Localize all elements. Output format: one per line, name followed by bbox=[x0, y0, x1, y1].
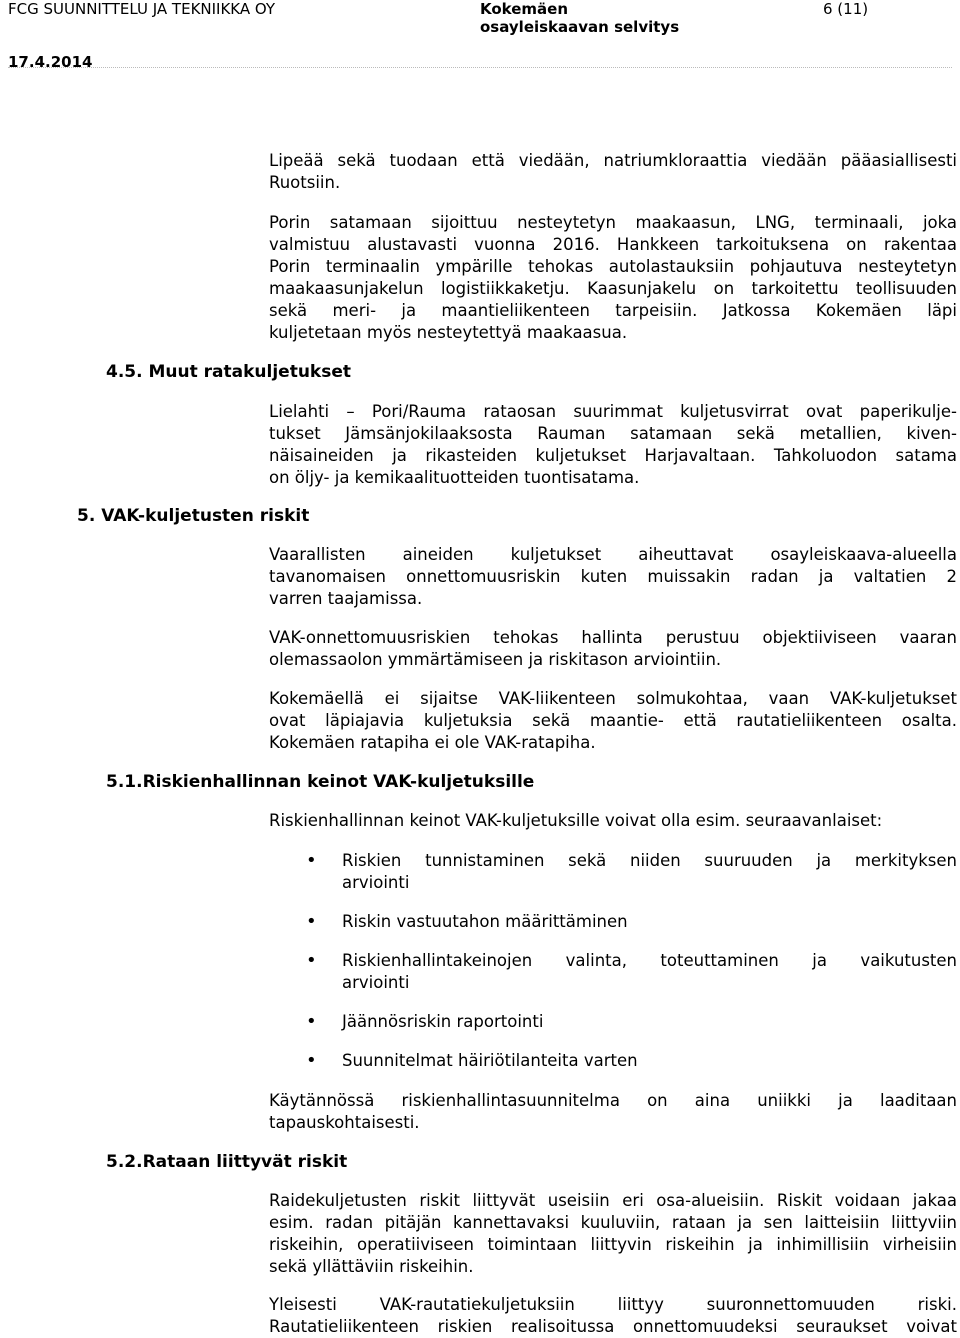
header-company: FCG SUUNNITTELU JA TEKNIIKKA OY bbox=[8, 0, 276, 18]
bullet-marker: • bbox=[306, 850, 317, 871]
bullet-marker: • bbox=[306, 950, 317, 971]
heading-5: 5. VAK-kuljetusten riskit bbox=[77, 506, 310, 526]
list-item: Riskin vastuutahon määrittäminen bbox=[342, 912, 628, 931]
header-page-number: 6 (11) bbox=[823, 0, 869, 18]
header-document-title: Kokemäen osayleiskaavan selvitys bbox=[480, 0, 680, 36]
header-date: 17.4.2014 bbox=[8, 53, 93, 71]
paragraph-vak-onnettomuus: VAK-onnettomuusriskien tehokas hallinta perustuu objektiiviseen vaaran olemassaolon ymmärtämiseen ja riskitason arviointiin. bbox=[269, 628, 957, 669]
paragraph-yleisesti: Yleisesti VAK-rautatiekuljetuksiin liittyy suuronnettomuuden riski. Rautatieliikenteen riskien realisoitussa onnettomuudeksi seuraukset voivat bbox=[269, 1295, 957, 1336]
bullet-marker: • bbox=[306, 1011, 317, 1032]
list-item: Jäännösriskin raportointi bbox=[342, 1012, 544, 1031]
paragraph-kaytannossa: Käytännössä riskienhallintasuunnitelma on aina uniikki ja laaditaan tapauskohtaisesti. bbox=[269, 1091, 957, 1132]
paragraph-kokemaella: Kokemäellä ei sijaitse VAK-liikenteen solmukohtaa, vaan VAK-kuljetukset ovat läpiajavia kuljetuksia sekä maantie- että rautatieliikenteen osalta. Kokemäen ratapiha ei ole VAK-ratapiha. bbox=[269, 689, 957, 752]
paragraph-lielahti: Lielahti – Pori/Rauma rataosan suurimmat kuljetusvirrat ovat paperikulje- tukset Jämsänjokilaaksosta Rauman satamaan sekä metallien, kiven- näisaineiden ja rikasteiden kuljetukset Harjavaltaan. Tahkoluodon satama on öljy- ja kemikaalituotteiden tuontisatama. bbox=[269, 402, 957, 487]
heading-5-1: 5.1.Riskienhallinnan keinot VAK-kuljetuksille bbox=[106, 772, 535, 792]
paragraph-raidekuljetukset: Raidekuljetusten riskit liittyvät useisiin eri osa-alueisiin. Riskit voidaan jakaa esim. radan pitäjän kannettavaksi kuuluviin, rataan ja sen laitteisiin liittyviin riskeihin, operatiiviseen toimintaan liittyvin riskeihin ja inhimillisiin virheisiin sekä yllättäviin riskeihin. bbox=[269, 1191, 957, 1276]
header-divider bbox=[8, 67, 952, 68]
paragraph-keinot-intro: Riskienhallinnan keinot VAK-kuljetuksille voivat olla esim. seuraavanlaiset: bbox=[269, 811, 883, 830]
bullet-marker: • bbox=[306, 911, 317, 932]
paragraph-lipea: Lipeää sekä tuodaan että viedään, natriumkloraattia viedään pääasiallisesti Ruotsiin. bbox=[269, 151, 957, 192]
paragraph-lng-terminal: Porin satamaan sijoittuu nesteytetyn maakaasun, LNG, terminaali, joka valmistuu alustavasti vuonna 2016. Hankkeen tarkoituksena on rakentaa Porin terminaalin ympärille tehokas autolastauksiin pohjautuva nesteytetyn maakaasunjakelun logistiikkaketju. Kaasunjakelu on tarkoitettu teollisuuden sekä meri- ja maantieliikenteen tarpeisiin. Jatkossa Kokemäen läpi kuljetetaan myös nesteytettyä maakaasua. bbox=[269, 213, 957, 342]
list-item: Riskien tunnistaminen sekä niiden suuruuden ja merkityksen arviointi bbox=[342, 851, 957, 892]
heading-5-2: 5.2.Rataan liittyvät riskit bbox=[106, 1152, 348, 1172]
list-item: Suunnitelmat häiriötilanteita varten bbox=[342, 1051, 638, 1070]
heading-4-5: 4.5. Muut ratakuljetukset bbox=[106, 362, 352, 382]
list-item: Riskienhallintakeinojen valinta, toteuttaminen ja vaikutusten arviointi bbox=[342, 951, 957, 992]
bullet-marker: • bbox=[306, 1050, 317, 1071]
paragraph-vaaralliset: Vaarallisten aineiden kuljetukset aiheuttavat osayleiskaava-alueella tavanomaisen onnettomuusriskin kuten muissakin radan ja valtatien 2 varren taajamissa. bbox=[269, 545, 957, 608]
